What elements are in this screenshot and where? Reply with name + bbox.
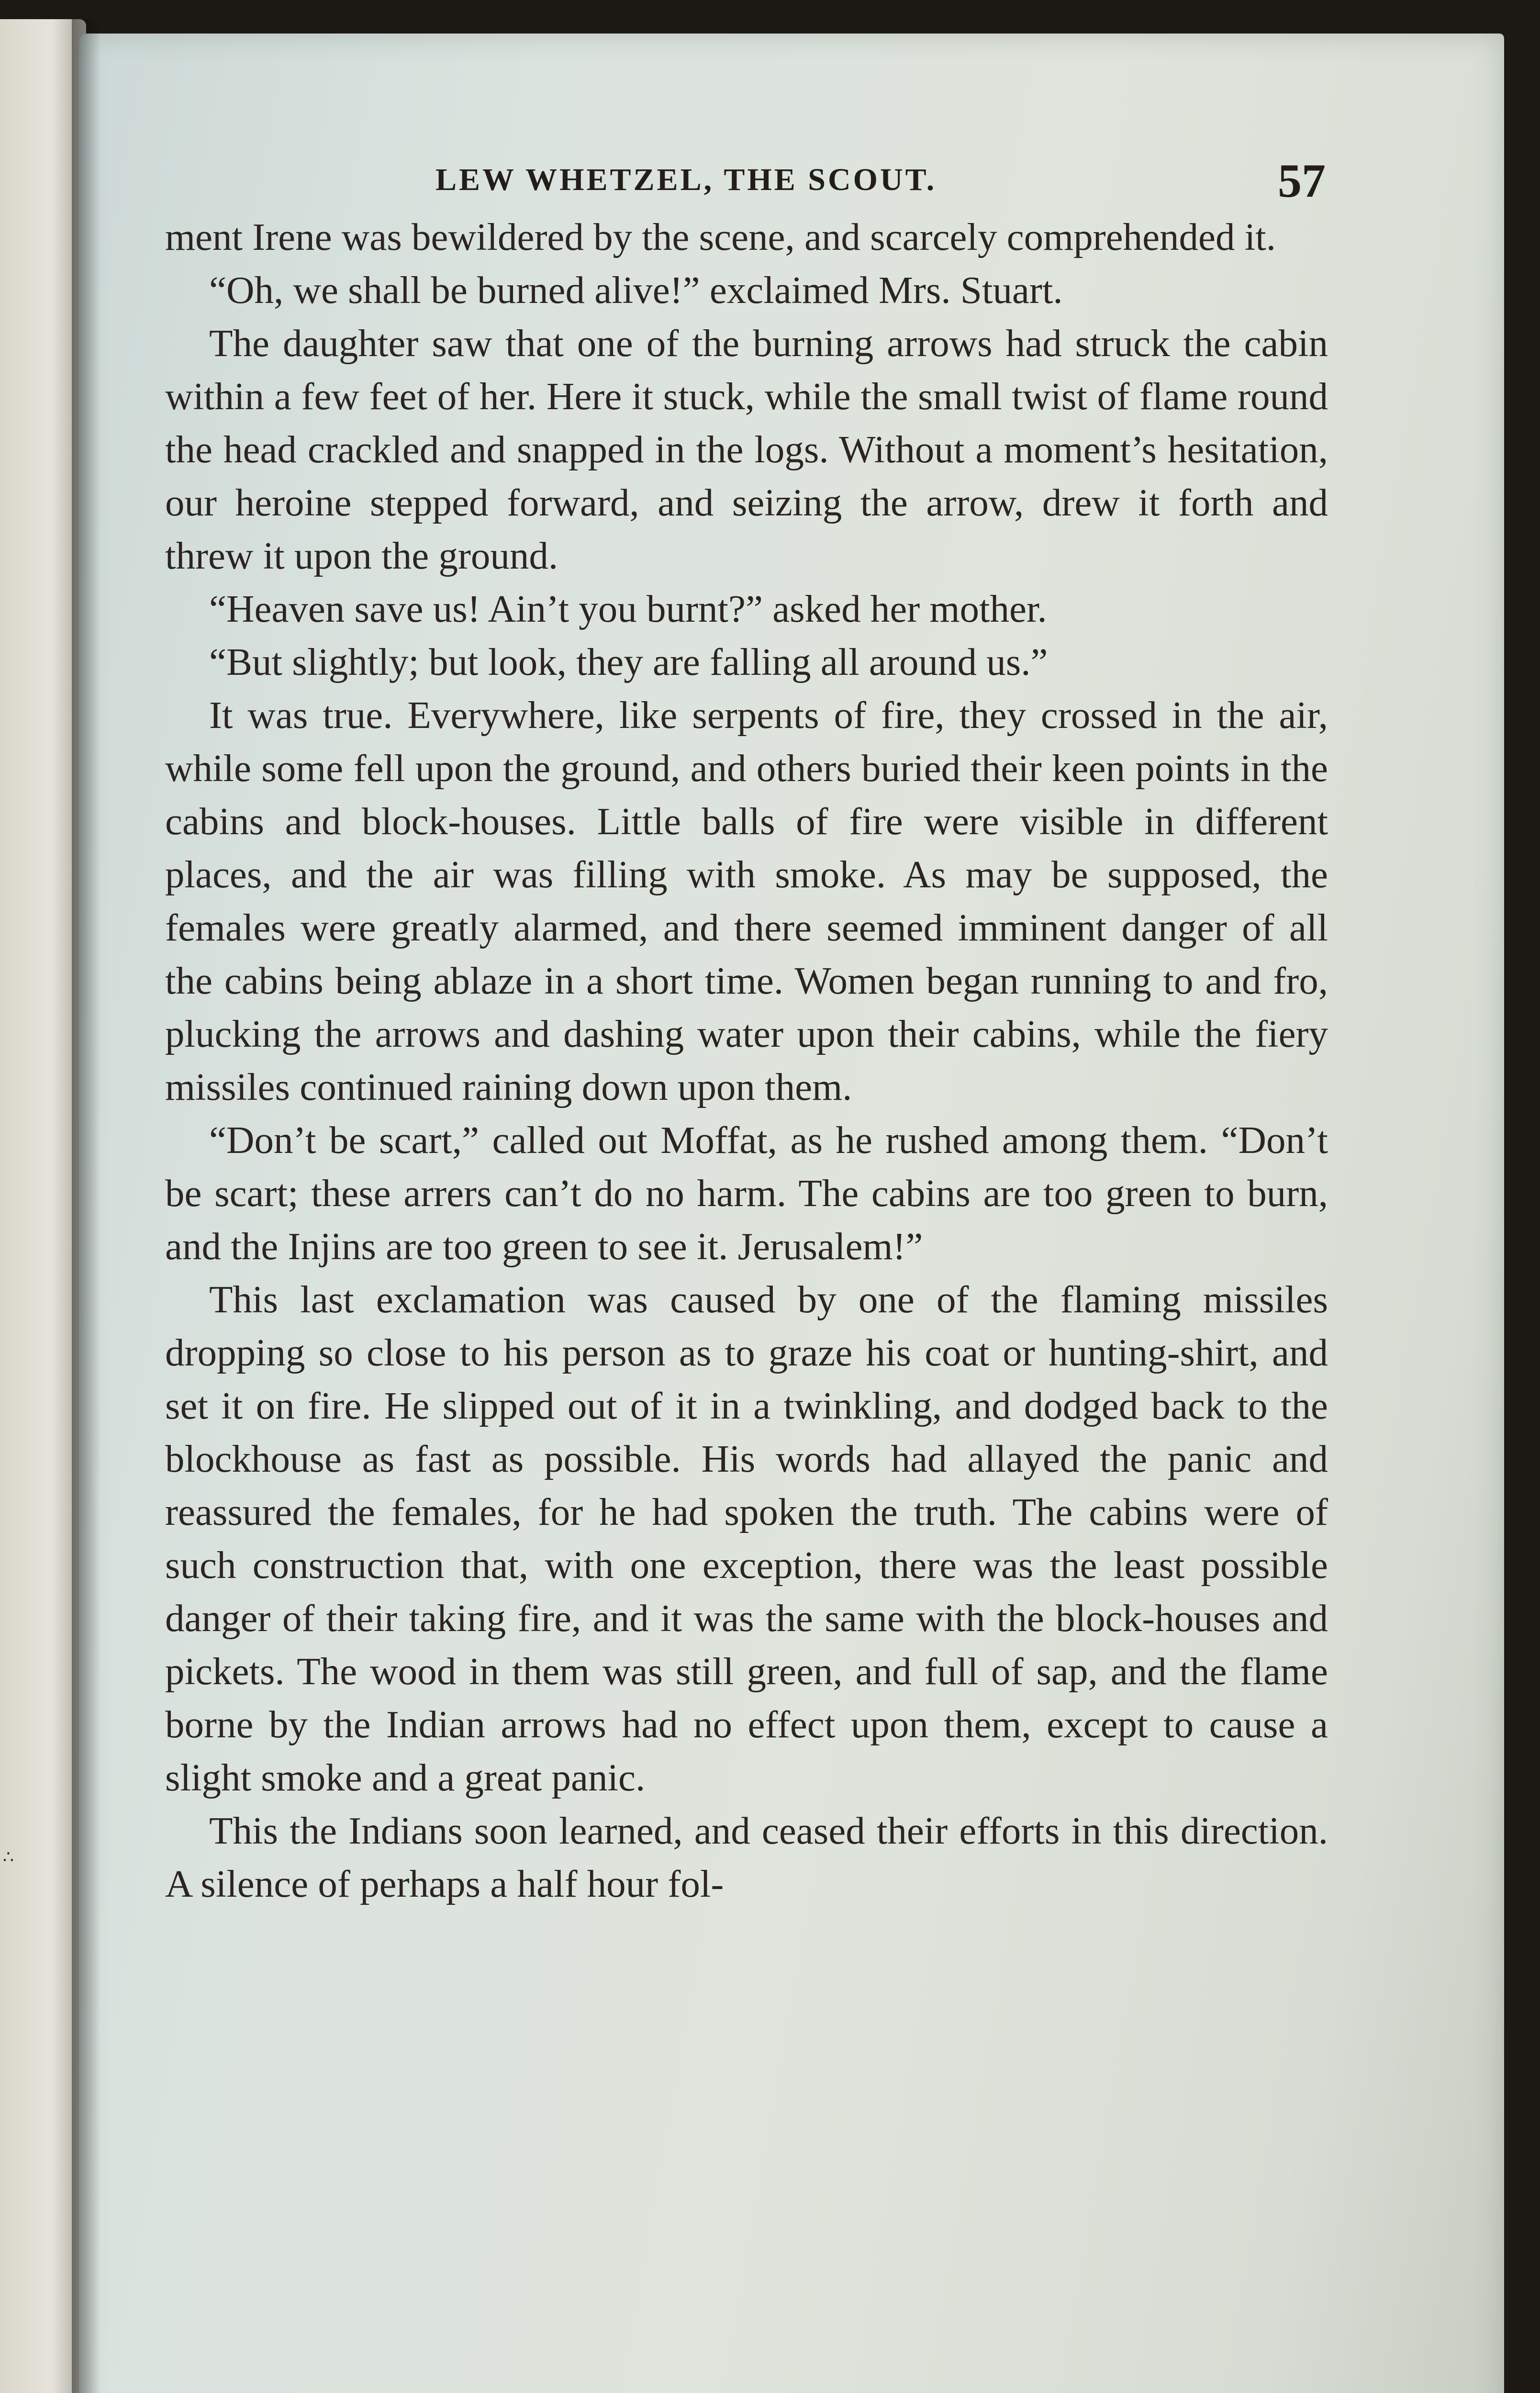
paragraph-8: This last exclamation was caused by one of the flaming missiles dropping so close to his person as to graze his coat or hunting-shirt, and set it on fire. He slipped out of it in a twinkling, and dodged back to the blockhouse as fast as possible. His words had allayed the panic and reassured the females, for he had spoken the truth. The cabins were of such construction that, with one exception, there was the least possible danger of their taking fire, and it was the same with the block-houses and pickets. The wood in them was still green, and full of sap, and the flame borne by the Indian arrows had no effect upon them, except to cause a slight smoke and a great panic. xyxy=(165,1278,1328,1799)
running-head xyxy=(349,153,1326,206)
paragraph-1: ment Irene was bewildered by the scene, and scarcely comprehended it. xyxy=(165,215,1276,258)
body-text xyxy=(165,211,1328,1911)
paragraph-5: “But slightly; but look, they are falling all around us.” xyxy=(209,640,1048,683)
paragraph-9: This the Indians soon learned, and ceased their efforts in this direction. A silence of perhaps a half hour fol- xyxy=(165,1809,1328,1905)
paragraph-4: “Heaven save us! Ain’t you burnt?” asked her mother. xyxy=(209,587,1047,630)
paragraph-3: The daughter saw that one of the burning arrows had struck the cabin within a few feet of her. Here it stuck, while the small twist of flame round the head crackled and snapped in the logs. Without a moment’s hesitation, our heroine stepped forward, and seizing the arrow, drew it forth and threw it upon the ground. xyxy=(165,322,1328,577)
paragraph-7: “Don’t be scart,” called out Moffat, as he rushed among them. “Don’t be scart; these arrers can’t do no harm. The cabins are too green to burn, and the Injins are too green to see it. Jerusalem!” xyxy=(165,1118,1328,1268)
gutter-shadow xyxy=(72,19,100,2393)
paragraph-6: It was true. Everywhere, like serpents of fire, they crossed in the air, while some fell upon the ground, and others buried their keen points in the cabins and block-houses. Little balls of fire were visible in different places, and the air was filling with smoke. As may be supposed, the females were greatly alarmed, and there seemed imminent danger of all the cabins being ablaze in a short time. Women began running to and fro, plucking the arrows and dashing water upon their cabins, while the fiery missiles continued raining down upon them. xyxy=(165,693,1328,1108)
margin-mark: ∴ xyxy=(3,1847,14,1867)
paragraph-2: “Oh, we shall be burned alive!” exclaimed Mrs. Stuart. xyxy=(209,268,1063,312)
running-head-title: LEW WHETZEL, THE SCOUT. xyxy=(435,162,937,197)
page-number: 57 xyxy=(1278,154,1326,207)
